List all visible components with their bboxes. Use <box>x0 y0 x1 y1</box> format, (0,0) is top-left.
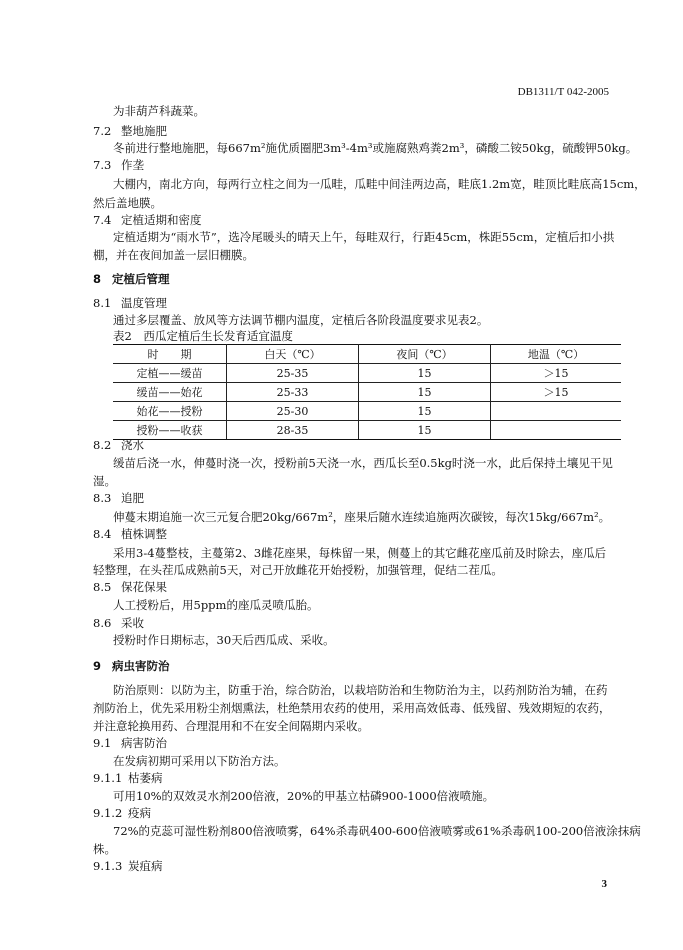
cell-night: 15 <box>359 421 491 440</box>
table-row <box>113 364 621 383</box>
section-number: 9.1.2 <box>93 806 123 820</box>
section-number: 7.2 <box>93 124 112 138</box>
chapter-number: 8 <box>93 272 102 286</box>
section-heading: 病害防治 <box>121 736 167 750</box>
text-line: 在发病初期可采用以下防治方法。 <box>113 754 286 768</box>
section-heading: 温度管理 <box>121 296 167 310</box>
section-heading: 炭疽病 <box>128 859 163 873</box>
cell-soil <box>491 402 622 421</box>
table-row <box>113 402 621 421</box>
table-row <box>113 383 621 402</box>
header-soil: 地温（℃） <box>491 345 622 364</box>
section-heading: 采收 <box>121 616 144 630</box>
text-line: 为非葫芦科蔬菜。 <box>113 104 205 118</box>
cell-period: 定植——缓苗 <box>113 364 227 383</box>
page-number: 3 <box>601 878 607 890</box>
cell-soil: ＞15 <box>491 383 622 402</box>
section-number: 8.1 <box>93 296 112 310</box>
table-caption: 表2 西瓜定植后生长发育适宜温度 <box>113 329 293 343</box>
section-number: 9.1.3 <box>93 859 123 873</box>
text-line: 然后盖地膜。 <box>93 196 162 210</box>
section-heading: 追肥 <box>121 491 144 505</box>
section-number: 8.4 <box>93 527 112 541</box>
chapter-heading: 定植后管理 <box>112 272 170 286</box>
section-number: 7.4 <box>93 213 112 227</box>
section-number: 8.2 <box>93 438 112 452</box>
section-heading: 整地施肥 <box>121 124 167 138</box>
text-line: 伸蔓末期追施一次三元复合肥20kg/667m²，座果后随水连续追施两次碳铵，每次15kg/667m²。 <box>113 510 611 524</box>
standard-number: DB1311/T 042-2005 <box>517 86 609 98</box>
cell-soil: ＞15 <box>491 364 622 383</box>
section-heading: 定植适期和密度 <box>121 213 202 227</box>
text-line: 采用3-4蔓整枝，主蔓第2、3雌花座果，每株留一果，侧蔓上的其它雌花座瓜前及时除去，座瓜后 <box>113 546 607 560</box>
text-line: 人工授粉后，用5ppm的座瓜灵喷瓜胎。 <box>113 598 319 612</box>
table-header-row <box>113 345 621 364</box>
chapter-number: 9 <box>93 659 102 673</box>
header-period: 时 期 <box>113 345 227 364</box>
section-heading: 植株调整 <box>121 527 167 541</box>
header-day: 白天（℃） <box>227 345 359 364</box>
cell-day: 25-33 <box>227 383 359 402</box>
chapter-heading: 病虫害防治 <box>112 659 170 673</box>
section-heading: 疫病 <box>128 806 151 820</box>
text-line: 定植适期为“雨水节”，选冷尾暖头的晴天上午，每畦双行，行距45cm，株距55cm，定植后扣小拱 <box>113 230 615 244</box>
cell-night: 15 <box>359 364 491 383</box>
cell-period: 始花——授粉 <box>113 402 227 421</box>
temperature-table <box>113 344 621 440</box>
text-line: 防治原则：以防为主，防重于治，综合防治，以栽培防治和生物防治为主，以药剂防治为辅，在药 <box>113 683 608 697</box>
cell-soil <box>491 421 622 440</box>
text-line: 可用10%的双效灵水剂200倍液，20%的甲基立枯磷900-1000倍液喷施。 <box>113 789 495 803</box>
section-number: 8.5 <box>93 580 112 594</box>
cell-night: 15 <box>359 383 491 402</box>
table-row <box>113 421 621 440</box>
cell-day: 28-35 <box>227 421 359 440</box>
section-number: 7.3 <box>93 158 112 172</box>
text-line: 棚，并在夜间加盖一层旧棚膜。 <box>93 248 254 262</box>
text-line: 轻整理，在头茬瓜成熟前5天，对己开放雌花开始授粉，加强管理，促结二茬瓜。 <box>93 563 503 577</box>
cell-day: 25-30 <box>227 402 359 421</box>
text-line: 缓苗后浇一水，伸蔓时浇一次，授粉前5天浇一水，西瓜长至0.5kg时浇一水，此后保持土壤见干见 <box>113 456 613 470</box>
cell-night: 15 <box>359 402 491 421</box>
cell-day: 25-35 <box>227 364 359 383</box>
header-night: 夜间（℃） <box>359 345 491 364</box>
text-line: 株。 <box>93 842 116 856</box>
section-heading: 保花保果 <box>121 580 167 594</box>
section-heading: 作垄 <box>121 158 144 172</box>
text-line: 湿。 <box>93 474 116 488</box>
text-line: 通过多层覆盖、放风等方法调节棚内温度，定植后各阶段温度要求见表2。 <box>113 313 489 327</box>
section-number: 9.1.1 <box>93 771 123 785</box>
section-heading: 浇水 <box>121 438 144 452</box>
cell-period: 授粉——收获 <box>113 421 227 440</box>
text-line: 72%的克蕊可湿性粉剂800倍液喷雾，64%杀毒矾400-600倍液喷雾或61%杀毒矾100-200倍液涂抹病 <box>113 824 641 838</box>
cell-period: 缓苗——始花 <box>113 383 227 402</box>
text-line: 授粉时作日期标志，30天后西瓜成、采收。 <box>113 633 335 647</box>
text-line: 剂防治上，优先采用粉尘剂烟熏法，杜绝禁用农药的使用，采用高效低毒、低残留、残效期短的农药， <box>93 701 611 715</box>
section-number: 8.3 <box>93 491 112 505</box>
text-line: 并注意轮换用药、合理混用和不在安全间隔期内采收。 <box>93 719 369 733</box>
section-number: 8.6 <box>93 616 112 630</box>
section-heading: 枯萎病 <box>128 771 163 785</box>
text-line: 大棚内，南北方向，每两行立柱之间为一瓜畦，瓜畦中间洼两边高，畦底1.2m宽，畦顶比畦底高15cm， <box>113 177 646 191</box>
text-line: 冬前进行整地施肥，每667m²施优质圈肥3m³-4m³或施腐熟鸡粪2m³，磷酸二铵50kg，硫酸钾50kg。 <box>113 141 638 155</box>
section-number: 9.1 <box>93 736 112 750</box>
